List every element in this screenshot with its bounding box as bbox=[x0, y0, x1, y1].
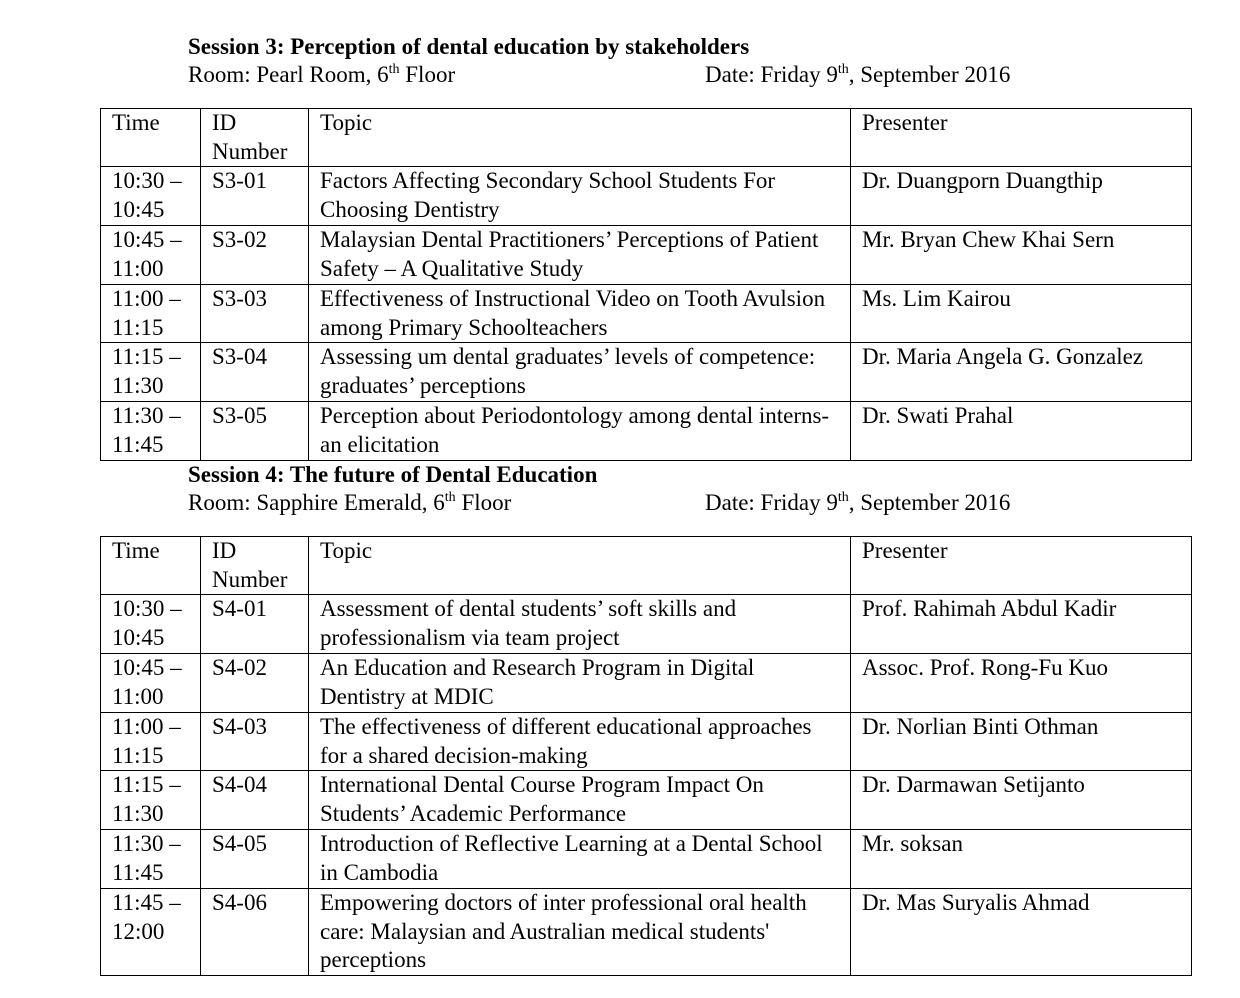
presenter-cell: Dr. Maria Angela G. Gonzalez bbox=[851, 343, 1192, 402]
table-row bbox=[101, 402, 1192, 461]
topic-cell: Perception about Periodontology among dental interns-an elicitation bbox=[309, 402, 851, 461]
table-header-row bbox=[101, 537, 1192, 595]
topic-cell: An Education and Research Program in Digital Dentistry at MDIC bbox=[309, 654, 851, 713]
topic-cell: Empowering doctors of inter professional oral health care: Malaysian and Australian medical students' perceptions bbox=[309, 889, 851, 976]
presenter-cell: Mr. soksan bbox=[851, 830, 1192, 889]
table-row bbox=[101, 654, 1192, 713]
presenter-cell: Dr. Mas Suryalis Ahmad bbox=[851, 889, 1192, 976]
topic-cell: The effectiveness of different educational approaches for a shared decision-making bbox=[309, 713, 851, 771]
header-presenter: Presenter bbox=[851, 109, 1192, 167]
presenter-cell: Mr. Bryan Chew Khai Sern bbox=[851, 226, 1192, 285]
topic-cell: Factors Affecting Secondary School Students For Choosing Dentistry bbox=[309, 167, 851, 226]
table-row bbox=[101, 713, 1192, 771]
header-topic: Topic bbox=[309, 537, 851, 595]
id-cell: S3-05 bbox=[201, 402, 309, 461]
header-presenter: Presenter bbox=[851, 537, 1192, 595]
session-4-room: Room: Sapphire Emerald, 6th Floor bbox=[188, 490, 512, 515]
table-row bbox=[101, 167, 1192, 226]
topic-cell: Assessing um dental graduates’ levels of competence: graduates’ perceptions bbox=[309, 343, 851, 402]
time-cell: 10:45 – 11:00 bbox=[101, 654, 201, 713]
topic-cell: Assessment of dental students’ soft skills and professionalism via team project bbox=[309, 595, 851, 654]
table-row bbox=[101, 889, 1192, 976]
time-cell: 11:00 – 11:15 bbox=[101, 285, 201, 343]
presenter-cell: Dr. Swati Prahal bbox=[851, 402, 1192, 461]
id-cell: S4-03 bbox=[201, 713, 309, 771]
table-row bbox=[101, 830, 1192, 889]
header-time: Time bbox=[101, 109, 201, 167]
time-cell: 11:00 – 11:15 bbox=[101, 713, 201, 771]
topic-cell: Introduction of Reflective Learning at a Dental School in Cambodia bbox=[309, 830, 851, 889]
header-topic: Topic bbox=[309, 109, 851, 167]
session-3-date: Date: Friday 9th, September 2016 bbox=[705, 62, 1011, 87]
id-cell: S3-01 bbox=[201, 167, 309, 226]
id-cell: S3-03 bbox=[201, 285, 309, 343]
presenter-cell: Dr. Norlian Binti Othman bbox=[851, 713, 1192, 771]
header-id-number: ID Number bbox=[201, 537, 309, 595]
presenter-cell: Assoc. Prof. Rong-Fu Kuo bbox=[851, 654, 1192, 713]
time-cell: 10:45 – 11:00 bbox=[101, 226, 201, 285]
session-4-title: Session 4: The future of Dental Education bbox=[188, 462, 598, 487]
topic-cell: Malaysian Dental Practitioners’ Perceptions of Patient Safety – A Qualitative Study bbox=[309, 226, 851, 285]
presenter-cell: Dr. Duangporn Duangthip bbox=[851, 167, 1192, 226]
topic-cell: International Dental Course Program Impact On Students’ Academic Performance bbox=[309, 771, 851, 830]
time-cell: 11:15 – 11:30 bbox=[101, 343, 201, 402]
table-row bbox=[101, 226, 1192, 285]
presenter-cell: Prof. Rahimah Abdul Kadir bbox=[851, 595, 1192, 654]
table-row bbox=[101, 343, 1192, 402]
table-row bbox=[101, 771, 1192, 830]
time-cell: 11:30 – 11:45 bbox=[101, 402, 201, 461]
time-cell: 10:30 – 10:45 bbox=[101, 595, 201, 654]
session-3-title: Session 3: Perception of dental education by stakeholders bbox=[188, 34, 750, 59]
session-4-date: Date: Friday 9th, September 2016 bbox=[705, 490, 1011, 515]
time-cell: 11:45 – 12:00 bbox=[101, 889, 201, 976]
session-3-room: Room: Pearl Room, 6th Floor bbox=[188, 62, 456, 87]
header-time: Time bbox=[101, 537, 201, 595]
id-cell: S4-01 bbox=[201, 595, 309, 654]
id-cell: S3-04 bbox=[201, 343, 309, 402]
id-cell: S4-06 bbox=[201, 889, 309, 976]
session-4-table bbox=[100, 536, 1192, 976]
table-row bbox=[101, 285, 1192, 343]
id-cell: S4-04 bbox=[201, 771, 309, 830]
id-cell: S4-02 bbox=[201, 654, 309, 713]
time-cell: 11:15 – 11:30 bbox=[101, 771, 201, 830]
table-header-row bbox=[101, 109, 1192, 167]
id-cell: S3-02 bbox=[201, 226, 309, 285]
header-id-number: ID Number bbox=[201, 109, 309, 167]
session-3-table bbox=[100, 108, 1192, 461]
id-cell: S4-05 bbox=[201, 830, 309, 889]
presenter-cell: Dr. Darmawan Setijanto bbox=[851, 771, 1192, 830]
time-cell: 11:30 – 11:45 bbox=[101, 830, 201, 889]
presenter-cell: Ms. Lim Kairou bbox=[851, 285, 1192, 343]
table-row bbox=[101, 595, 1192, 654]
time-cell: 10:30 – 10:45 bbox=[101, 167, 201, 226]
topic-cell: Effectiveness of Instructional Video on Tooth Avulsion among Primary Schoolteachers bbox=[309, 285, 851, 343]
